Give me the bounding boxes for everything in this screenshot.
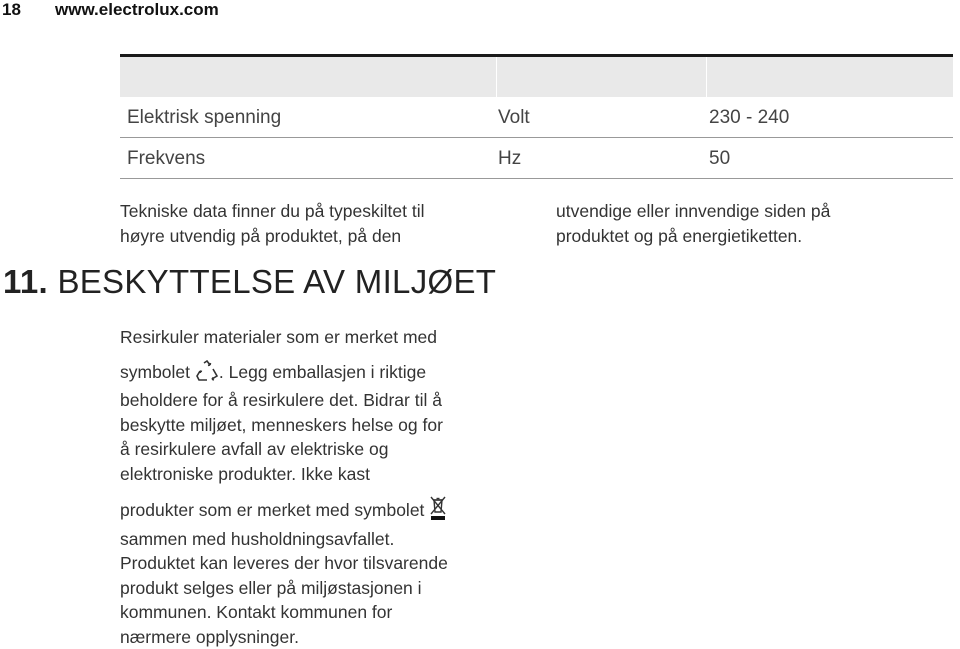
text-line: høyre utvendig på produktet, på den [120,224,520,249]
page-header [0,0,400,24]
technical-info-left [120,199,520,249]
text-line: Resirkuler materialer som er merket med [120,325,540,350]
crossed-out-bin-icon [429,496,447,527]
table-cell-label: Frekvens [127,148,205,170]
text-fragment: produkter som er merket med symbolet [120,500,424,520]
table-column-divider [496,57,497,97]
table-cell-unit: Volt [498,107,530,129]
text-fragment: symbolet [120,362,190,382]
text-line: sammen med husholdningsavfallet. [120,527,540,552]
table-header-band [120,57,953,97]
table-cell-label: Elektrisk spenning [127,107,281,129]
text-line: elektroniske produkter. Ikke kast [120,462,540,487]
technical-info-right [556,199,956,249]
text-fragment: . Legg emballasjen i riktige [219,362,426,382]
spec-table [120,54,953,179]
recycle-icon [195,360,219,389]
section-number: 11. [3,263,48,300]
table-column-divider [706,57,707,97]
text-line: beskytte miljøet, menneskers helse og for [120,413,540,438]
table-cell-value: 230 - 240 [709,107,789,129]
text-line [120,496,540,527]
environment-paragraph [120,325,540,649]
text-line: beholdere for å resirkulere det. Bidrar til å [120,388,540,413]
text-line: produkt selges eller på miljøstasjonen i [120,576,540,601]
table-cell-unit: Hz [498,148,521,170]
website-url: www.electrolux.com [55,0,219,20]
table-cell-value: 50 [709,148,730,170]
text-line: Tekniske data finner du på typeskiltet til [120,199,520,224]
text-line [120,360,540,389]
section-heading [3,263,496,301]
text-line: utvendige eller innvendige siden på [556,199,956,224]
text-line: Produktet kan leveres der hvor tilsvarende [120,551,540,576]
table-row [120,97,953,138]
text-line: nærmere opplysninger. [120,625,540,649]
text-line: å resirkulere avfall av elektriske og [120,437,540,462]
text-line: kommunen. Kontakt kommunen for [120,600,540,625]
section-title-text: BESKYTTELSE AV MILJØET [57,263,496,300]
text-line: produktet og på energietiketten. [556,224,956,249]
table-row [120,138,953,179]
page-number: 18 [2,0,21,20]
